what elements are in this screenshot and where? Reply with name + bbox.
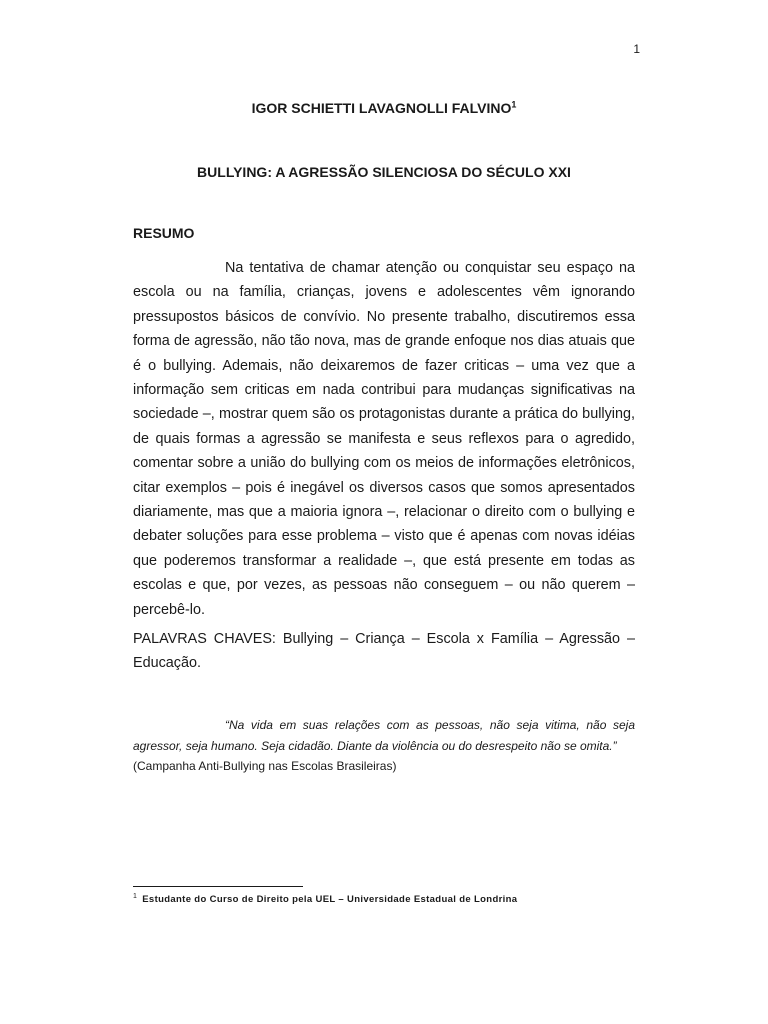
footnote-mark: 1 [133, 892, 138, 900]
document-title: BULLYING: A AGRESSÃO SILENCIOSA DO SÉCULO XXI [197, 164, 571, 180]
footnote [133, 894, 517, 905]
author-name-text: IGOR SCHIETTI LAVAGNOLLI FALVINO [251, 100, 512, 116]
abstract-body: Na tentativa de chamar atenção ou conquistar seu espaço na escola ou na família, crianças, jovens e adolescentes vêm ignorando pressupostos básicos de convívio. No presente trabalho, discutiremos essa forma de agressão, não tão nova, mas de grande enfoque nos dias atuais que é o bullying. Ademais, não deixaremos de fazer criticas – uma vez que a informação sem criticas em nada contribui para mudanças significativas na sociedade –, mostrar quem são os protagonistas durante a prática do bullying, de quais formas a agressão se manifesta e seus reflexos para o agredido, comentar sobre a união do bullying com os meios de informações eletrônicos, citar exemplos – pois é inegável os diversos casos que somos apresentados diariamente, mas que a maioria ignora –, relacionar o direito com o bullying e debater soluções para esse problema – visto que é apenas com novas idéias que poderemos transformar a realidade –, que está presente em todas as escolas e que, por vezes, as pessoas não conseguem – ou não querem – percebê-lo. [133, 260, 635, 618]
footnote-divider [133, 886, 303, 887]
epigraph-source: (Campanha Anti-Bullying nas Escolas Brasileiras) [133, 759, 397, 773]
abstract-heading: RESUMO [133, 225, 195, 241]
author-name [133, 100, 635, 116]
author-footnote-mark: 1 [511, 99, 517, 110]
footnote-text: Estudante do Curso de Direito pela UEL – Universidade Estadual de Londrina [142, 894, 518, 905]
page-number: 1 [633, 42, 640, 56]
keywords: PALAVRAS CHAVES: Bullying – Criança – Escola x Família – Agressão – Educação. [133, 631, 635, 672]
epigraph-quote: “Na vida em suas relações com as pessoas, não seja vitima, não seja agressor, seja humano. Seja cidadão. Diante da violência ou do desrespeito não se omita.” [133, 718, 635, 753]
